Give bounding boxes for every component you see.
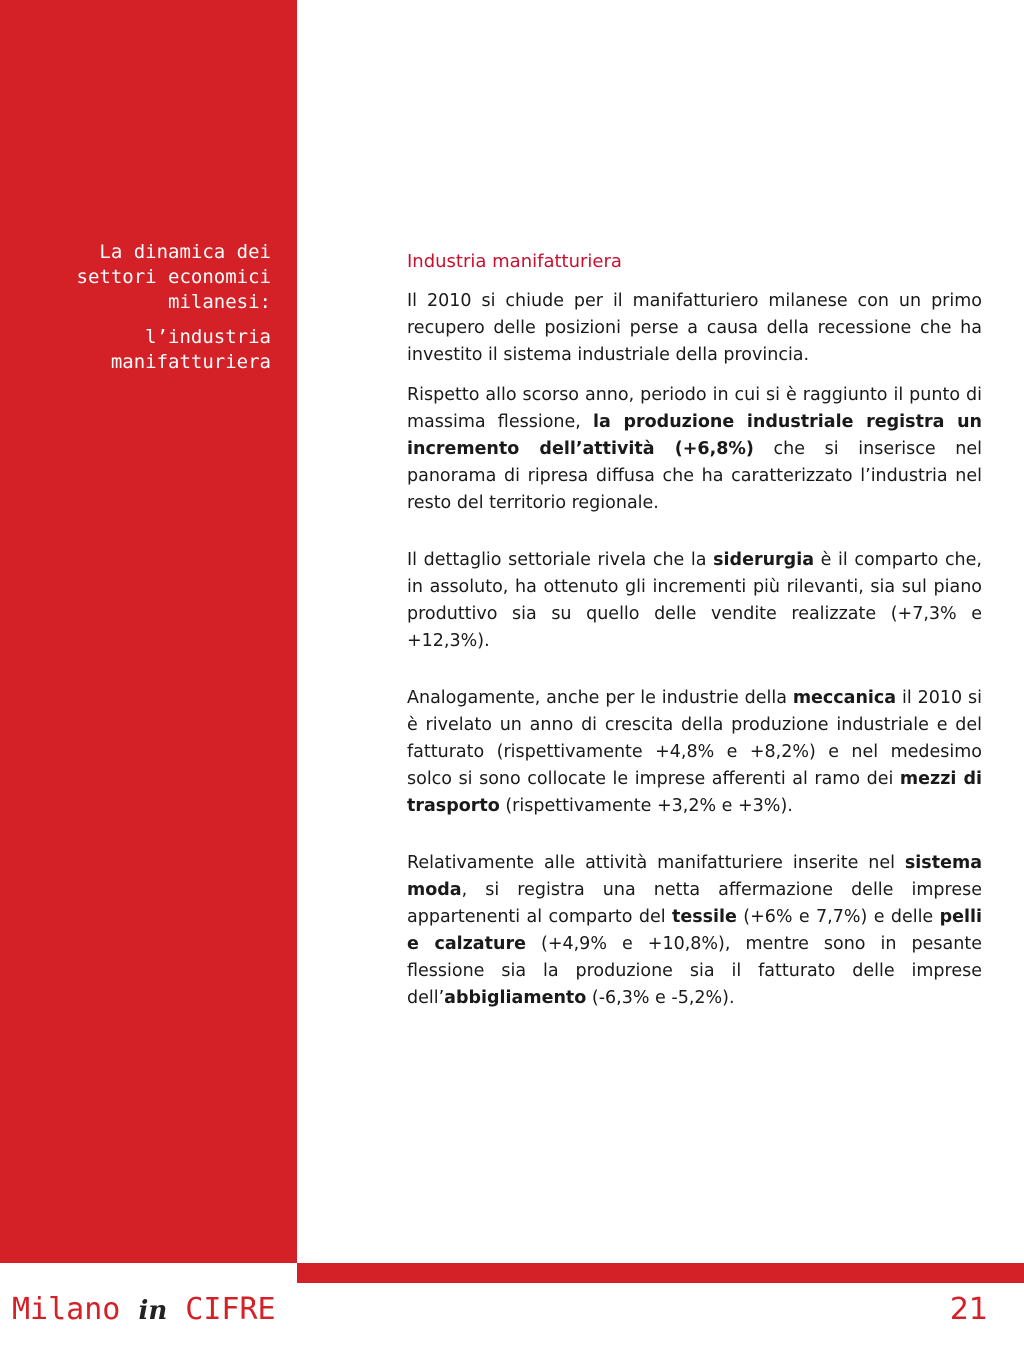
p5-text-c: , si registra una netta affermazione delle imprese appartenenti al comparto del bbox=[407, 880, 982, 927]
footer-brand-logo bbox=[12, 1290, 276, 1330]
article-body bbox=[407, 248, 982, 1025]
p3-text-c: è il comparto che, in assoluto, ha ottenuto gli incrementi più rilevanti, sia sul piano produttivo sia su quello delle vendite realizzate (+7,3% e +12,3%). bbox=[407, 550, 982, 651]
brand-in: in bbox=[138, 1296, 168, 1326]
p3-bold-siderurgia: siderurgia bbox=[713, 550, 815, 570]
section-subtitle: l’industria manifatturiera bbox=[110, 326, 271, 373]
p3-text-a: Il dettaglio settoriale rivela che la bbox=[407, 550, 714, 570]
p4-bold-meccanica: meccanica bbox=[792, 688, 897, 708]
p5-bold-abbigliamento: abbigliamento bbox=[444, 988, 587, 1008]
p4-bold-mezzi-trasporto: mezzi di trasporto bbox=[407, 769, 982, 816]
article-heading: Industria manifatturiera bbox=[407, 251, 622, 272]
p2-text-a: Rispetto allo scorso anno, periodo in cui si è raggiunto il punto di massima flessione, bbox=[407, 385, 982, 432]
page-number: 21 bbox=[949, 1292, 988, 1327]
brand-milano: Milano bbox=[12, 1292, 121, 1327]
p2-text-c: che si inserisce nel panorama di ripresa diffusa che ha caratterizzato l’industria nel resto del territorio regionale. bbox=[407, 439, 982, 513]
paragraph-4 bbox=[407, 685, 982, 820]
p4-text-a: Analogamente, anche per le industrie della bbox=[407, 688, 793, 708]
p5-bold-pelli-calzature: pelli e calzature bbox=[407, 907, 982, 954]
paragraph-1: Il 2010 si chiude per il manifatturiero milanese con un primo recupero delle posizioni perse a causa della recessione che ha investito il sistema industriale della provincia. bbox=[407, 291, 982, 365]
p5-text-e: (+6% e 7,7%) e delle bbox=[736, 907, 940, 927]
p5-bold-sistema-moda: sistema moda bbox=[407, 853, 982, 900]
p5-text-a: Relativamente alle attività manifatturiere inserite nel bbox=[407, 853, 905, 873]
p4-text-c: il 2010 si è rivelato un anno di crescita della produzione industriale e del fatturato (rispettivamente +4,8% e +8,2%) e nel medesimo solco si sono collocate le imprese afferenti al ramo dei bbox=[407, 688, 982, 789]
paragraph-5 bbox=[407, 850, 982, 1012]
p5-text-g: (+4,9% e +10,8%), mentre sono in pesante flessione sia la produzione sia il fatturato delle imprese dell’ bbox=[407, 934, 982, 1008]
footer-band-notch bbox=[0, 1263, 297, 1283]
sidebar-section-label bbox=[11, 240, 271, 385]
section-title: La dinamica dei settori economici milanesi: bbox=[76, 241, 271, 313]
p5-bold-tessile: tessile bbox=[671, 907, 737, 927]
paragraph-3 bbox=[407, 547, 982, 655]
p2-bold-highlight: la produzione industriale registra un incremento dell’attività (+6,8%) bbox=[407, 412, 982, 459]
p4-text-e: (rispettivamente +3,2% e +3%). bbox=[499, 796, 793, 816]
sidebar-panel bbox=[0, 0, 297, 1263]
paragraph-2 bbox=[407, 382, 982, 517]
p5-text-i: (-6,3% e -5,2%). bbox=[586, 988, 735, 1008]
brand-cifre: CIFRE bbox=[185, 1292, 276, 1327]
